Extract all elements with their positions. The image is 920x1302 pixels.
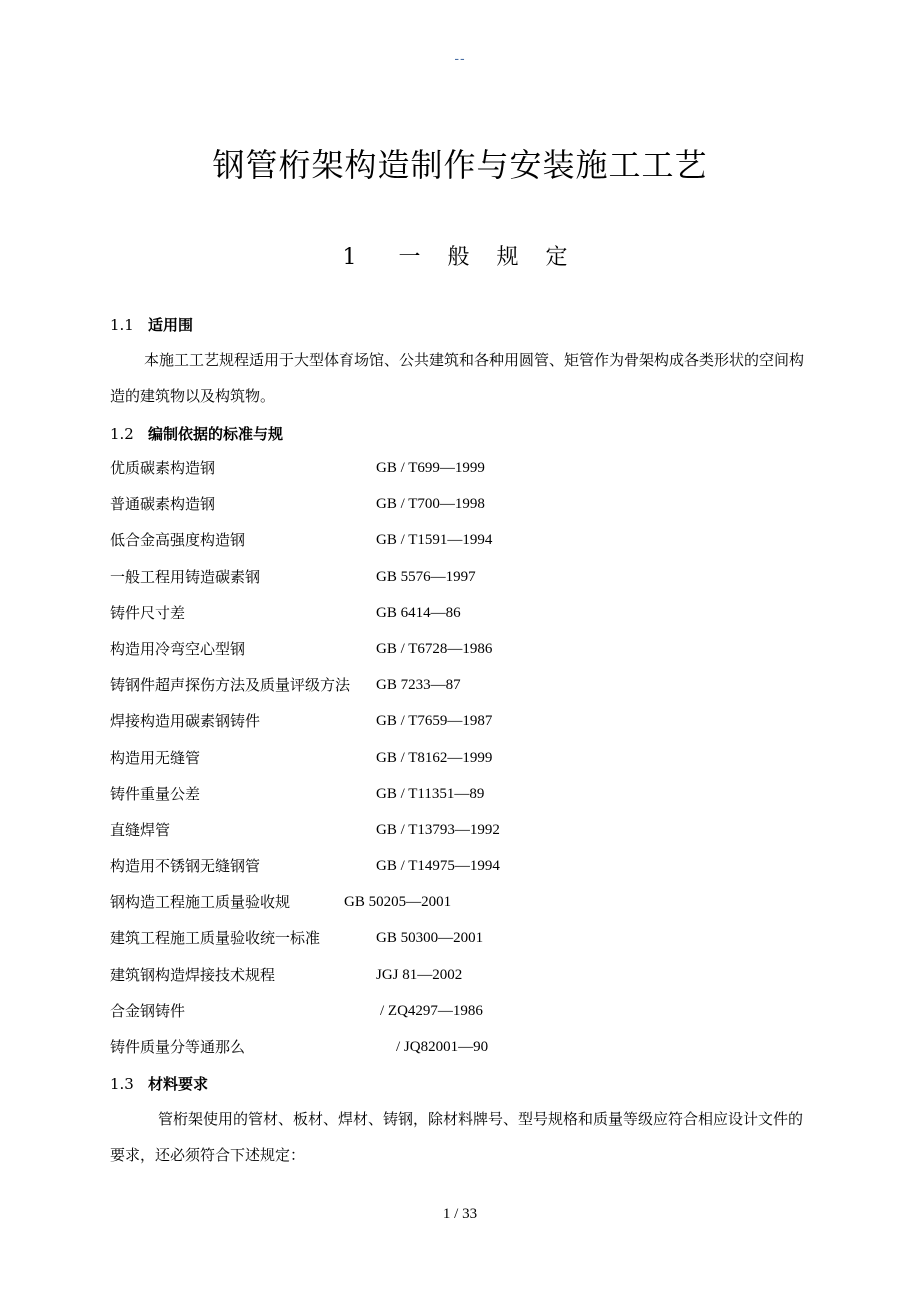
- material-line-2: 要求，还必须符合下述规定：: [110, 1146, 306, 1164]
- scope-line-2: 造的建筑物以及构筑物。: [110, 387, 276, 405]
- standard-row: [110, 888, 830, 924]
- standard-code: GB 5576—1997: [376, 568, 476, 585]
- standard-name: 钢构造工程施工质量验收规: [110, 893, 291, 912]
- standard-row: [110, 635, 830, 671]
- document-title: 钢管桁架构造制作与安装施工工艺: [212, 146, 708, 184]
- standard-code: GB 6414—86: [376, 604, 461, 621]
- standard-code: JGJ 81—2002: [376, 966, 463, 983]
- standard-name: 焊接构造用碳素钢铸件: [110, 712, 261, 731]
- standard-code: GB / T13793—1992: [376, 821, 500, 838]
- standard-row: [110, 961, 830, 997]
- standard-code: / ZQ4297—1986: [380, 1002, 483, 1019]
- standard-code: GB / T1591—1994: [376, 532, 493, 549]
- standard-name: 铸件质量分等通那么: [110, 1038, 246, 1056]
- standards-list: [110, 454, 830, 1069]
- standard-code: GB / T8162—1999: [376, 749, 493, 766]
- standard-name: 构造用无缝管: [110, 748, 201, 767]
- standard-row: [110, 1033, 830, 1069]
- section-title: 编制依据的标准与规: [148, 425, 284, 443]
- chapter-title: 1 一 般 规 定: [342, 245, 578, 270]
- standard-name: 铸件重量公差: [110, 784, 201, 803]
- standard-name: 直缝焊管: [110, 820, 171, 839]
- section-number: 1.2: [110, 425, 134, 443]
- standard-code: / JQ82001—90: [396, 1039, 489, 1055]
- standard-row: [110, 816, 830, 852]
- standard-row: [110, 563, 830, 599]
- standard-code: GB 50205—2001: [344, 894, 452, 911]
- header-mark: --: [454, 50, 466, 66]
- material-line-1: 管桁架使用的管材、板材、焊材、铸钢，除材料牌号、型号规格和质量等级应符合相应设计文件的: [158, 1110, 804, 1128]
- standard-row: [110, 744, 830, 780]
- standard-row: [110, 671, 830, 707]
- standard-code: GB / T699—1999: [376, 460, 485, 476]
- standard-name: 普通碳素构造钢: [110, 495, 216, 514]
- standard-name: 铸件尺寸差: [110, 603, 186, 622]
- standard-row: [110, 599, 830, 635]
- standard-row: [110, 707, 830, 743]
- section-number: 1.3: [110, 1075, 134, 1093]
- standard-name: 构造用冷弯空心型钢: [110, 639, 246, 658]
- material-paragraph: [110, 1101, 832, 1173]
- standard-code: GB / T14975—1994: [376, 858, 500, 875]
- standard-name: 一般工程用铸造碳素钢: [110, 567, 261, 586]
- page-number: 1 / 33: [442, 1206, 478, 1222]
- section-title: 适用围: [148, 316, 194, 334]
- standard-code: GB 50300—2001: [376, 930, 484, 947]
- section-number: 1.1: [110, 316, 134, 334]
- standard-row: [110, 490, 830, 526]
- standard-code: GB / T11351—89: [376, 785, 485, 802]
- scope-paragraph: [110, 342, 832, 414]
- standard-row: [110, 526, 830, 562]
- standard-name: 铸钢件超声探伤方法及质量评级方法: [110, 676, 351, 695]
- standard-row: [110, 454, 830, 490]
- section-heading-1-2: [110, 423, 283, 444]
- standard-name: 建筑工程施工质量验收统一标准: [110, 929, 321, 948]
- section-heading-1-3: [110, 1073, 208, 1094]
- standard-row: [110, 852, 830, 888]
- standard-row: [110, 780, 830, 816]
- standard-name: 低合金高强度构造钢: [110, 531, 246, 550]
- standard-name: 合金钢铸件: [110, 1001, 186, 1020]
- standard-code: GB / T6728—1986: [376, 640, 493, 657]
- standard-name: 优质碳素构造钢: [110, 459, 216, 477]
- standard-name: 建筑钢构造焊接技术规程: [110, 965, 276, 984]
- standard-row: [110, 924, 830, 960]
- standard-row: [110, 997, 830, 1033]
- standard-name: 构造用不锈钢无缝钢管: [110, 857, 261, 876]
- standard-code: GB / T7659—1987: [376, 713, 493, 730]
- standard-code: GB 7233—87: [376, 677, 461, 694]
- section-heading-1-1: [110, 314, 193, 335]
- scope-line-1: 本施工工艺规程适用于大型体育场馆、公共建筑和各种用圆管、矩管作为骨架构成各类形状的空间构: [144, 351, 805, 369]
- section-title: 材料要求: [148, 1075, 209, 1093]
- standard-code: GB / T700—1998: [376, 496, 485, 513]
